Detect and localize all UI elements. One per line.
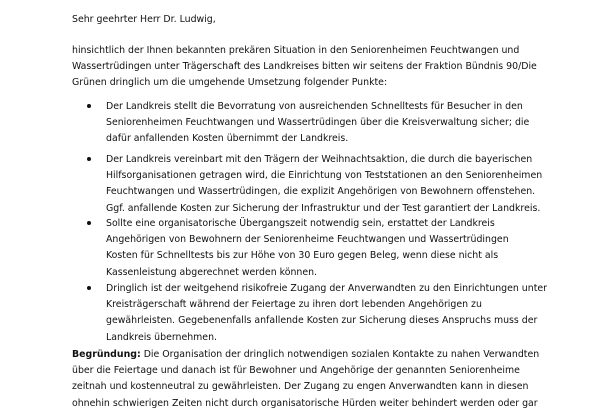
salutation: Sehr geehrter Herr Dr. Ludwig, <box>72 14 216 25</box>
bullet-line: Der Landkreis stellt die Bevorratung von ausreichenden Schnelltests für Besucher in den <box>106 101 523 112</box>
bullet-line: Seniorenheimen Feuchtwangen und Wassertrüdingen über die Kreisverwaltung sicher; die <box>106 117 530 129</box>
intro-paragraph <box>72 43 542 92</box>
bullet-line: gewährleisten. Gegebenenfalls anfallende Kosten zur Sicherung dieses Anspruchs muss der <box>106 315 538 327</box>
intro-line: Wassertrüdingen unter Trägerschaft des Landkreises bitten wir seitens der Fraktion Bündnis 90/Die <box>72 61 537 73</box>
reasoning-first-line-text: Die Organisation der dringlich notwendigen sozialen Kontakte zu nahen Verwandten <box>140 349 540 360</box>
bullet-line: Feuchtwangen und Wassertrüdingen, die explizit Angehörigen von Bewohnern offenstehen. <box>106 186 536 198</box>
bullet-line: Angehörigen von Bewohnern der Seniorenheime Feuchtwangen und Wassertrüdingen <box>106 234 509 246</box>
bullet-icon <box>87 286 91 290</box>
bullet-line: Sollte eine organisatorische Übergangszeit notwendig sein, erstattet der Landkreis <box>106 218 495 229</box>
bullet-icon <box>87 221 91 225</box>
reasoning-line: über die Feiertage und danach ist für Bewohner und Angehörige der genannten Seniorenheime <box>72 365 520 377</box>
reasoning-line: zeitnah und kostenneutral zu gewährleisten. Der Zugang zu engen Anverwandten kann in diesen <box>72 381 529 393</box>
bullet-text <box>106 99 529 148</box>
bullet-text <box>106 281 547 346</box>
reasoning-first-line <box>72 347 542 363</box>
reasoning-line: ohnehin schwierigen Zeiten nicht durch organisatorische Hürden weiter behindert werden oder gar <box>72 397 538 409</box>
reasoning-paragraph <box>72 347 542 412</box>
bullet-line: Ggf. anfallende Kosten zur Sicherung der Infrastruktur und der Test garantiert der Landkreis. <box>106 202 541 214</box>
bullet-line: Kreisträgerschaft während der Feiertage zu ihren dort lebenden Angehörigen zu <box>106 299 482 311</box>
bullet-text <box>106 216 509 281</box>
bullet-line: Dringlich ist der weitgehend risikofreie Zugang der Anverwandten zu den Einrichtungen unter <box>106 283 547 294</box>
bullet-icon <box>87 157 91 161</box>
bullet-text <box>106 152 542 217</box>
bullet-line: Kassenleistung abgerechnet werden können. <box>106 266 318 278</box>
bullet-line: Landkreis übernehmen. <box>106 331 217 343</box>
bullet-line: dafür anfallenden Kosten übernimmt der Landkreis. <box>106 133 349 145</box>
intro-line: hinsichtlich der Ihnen bekannten prekären Situation in den Seniorenheimen Feuchtwangen und <box>72 45 520 56</box>
bullet-icon <box>87 104 91 108</box>
intro-line: Grünen dringlich um die umgehende Umsetzung folgender Punkte: <box>72 77 388 89</box>
bullet-line: Der Landkreis vereinbart mit den Trägern der Weihnachtsaktion, die durch die bayerischen <box>106 154 533 165</box>
bullet-line: Kosten für Schnelltests bis zur Höhe von 30 Euro gegen Beleg, wenn diese nicht als <box>106 250 499 262</box>
reasoning-label: Begründung: <box>72 349 141 360</box>
bullet-line: Hilfsorganisationen getragen wird, die Einrichtung von Teststationen an den Seniorenheimen <box>106 170 543 182</box>
